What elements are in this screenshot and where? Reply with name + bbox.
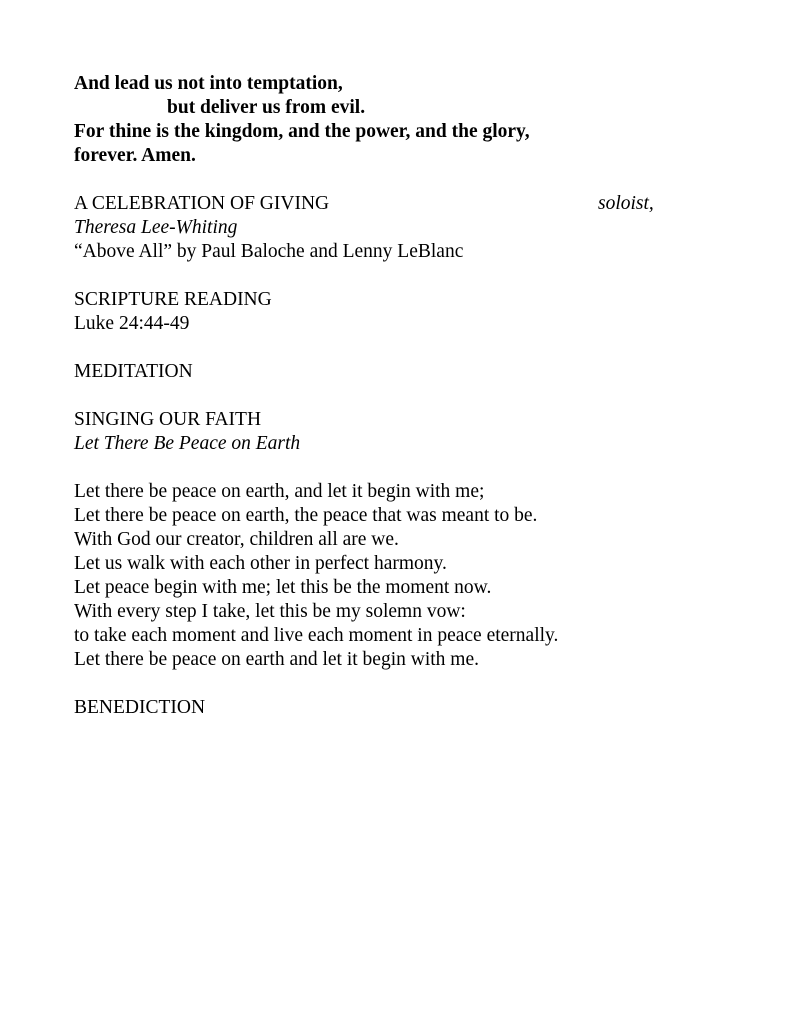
giving-song: “Above All” by Paul Baloche and Lenny LeBlanc <box>74 241 464 262</box>
lyric-line: Let there be peace on earth, the peace that was meant to be. <box>74 505 538 526</box>
scripture-section <box>74 288 714 336</box>
meditation-section <box>74 360 714 384</box>
giving-heading: A CELEBRATION OF GIVING <box>74 193 330 214</box>
scripture-reference: Luke 24:44-49 <box>74 313 190 334</box>
spacer <box>74 264 714 288</box>
hymn-lyrics <box>74 480 714 672</box>
hymn-title: Let There Be Peace on Earth <box>74 433 301 454</box>
spacer <box>74 456 714 480</box>
giving-heading-row <box>74 192 714 216</box>
giving-performer: Theresa Lee-Whiting <box>74 217 238 238</box>
benediction-heading: BENEDICTION <box>74 697 206 718</box>
lyric-line: to take each moment and live each moment in peace eternally. <box>74 625 559 646</box>
giving-role: soloist, <box>598 193 654 214</box>
lyric-line: Let there be peace on earth, and let it begin with me; <box>74 481 485 502</box>
lyric-line: Let peace begin with me; let this be the moment now. <box>74 577 492 598</box>
prayer-line: forever. Amen. <box>74 145 196 166</box>
singing-section <box>74 408 714 672</box>
prayer-line: And lead us not into temptation, <box>74 73 343 94</box>
spacer <box>74 336 714 360</box>
meditation-heading: MEDITATION <box>74 361 193 382</box>
lyric-line: Let there be peace on earth and let it begin with me. <box>74 649 479 670</box>
lyric-line: With every step I take, let this be my solemn vow: <box>74 601 466 622</box>
benediction-section <box>74 696 714 720</box>
prayer-line: For thine is the kingdom, and the power, and the glory, <box>74 121 530 142</box>
spacer <box>74 384 714 408</box>
spacer <box>74 168 714 192</box>
giving-section <box>74 192 714 264</box>
singing-heading: SINGING OUR FAITH <box>74 409 262 430</box>
scripture-heading: SCRIPTURE READING <box>74 289 272 310</box>
prayer-line: but deliver us from evil. <box>167 97 366 118</box>
lyric-line: Let us walk with each other in perfect harmony. <box>74 553 447 574</box>
spacer <box>74 672 714 696</box>
prayer-block <box>74 72 714 168</box>
bulletin-page <box>74 72 714 720</box>
lyric-line: With God our creator, children all are we. <box>74 529 399 550</box>
